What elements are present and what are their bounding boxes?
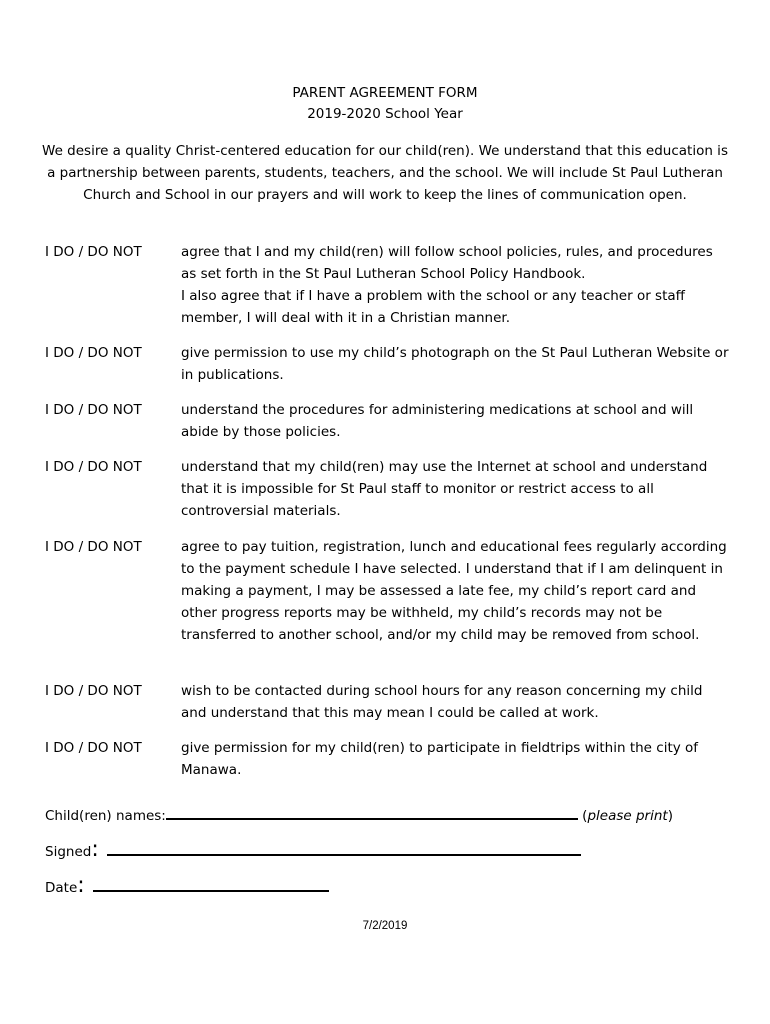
children-names-field [45,804,673,827]
form-title: PARENT AGREEMENT FORM [292,85,478,101]
please-print-close: ) [667,808,673,824]
choice-label[interactable]: I DO / DO NOT [45,740,142,756]
date-colon: : [77,873,85,898]
agreement-text-part: agree that I and my child(ren) will follow school policies, rules, and procedures as set forth in the St Paul Lutheran School Policy Handbook. [181,244,713,282]
school-year: 2019-2020 School Year [307,106,463,122]
date-field [45,873,329,899]
agreement-text-part: I also agree that if I have a problem with the school or any teacher or staff member, I will deal with it in a Christian manner. [181,288,685,326]
choice-label[interactable]: I DO / DO NOT [45,539,142,555]
choice-label[interactable]: I DO / DO NOT [45,683,142,699]
agreement-text: give permission to use my child’s photograph on the St Paul Lutheran Website or in publications. [181,345,729,383]
agreement-text: wish to be contacted during school hours for any reason concerning my child and understand that this may mean I could be called at work. [181,683,703,721]
date-label: Date [45,880,78,896]
children-names-label: Child(ren) names: [45,808,166,824]
agreement-text: give permission for my child(ren) to participate in fieldtrips within the city of Manawa. [181,740,699,778]
agreement-text [181,241,729,329]
please-print-text: please print [587,808,668,824]
choice-label[interactable]: I DO / DO NOT [45,459,142,475]
agreement-text: understand that my child(ren) may use the Internet at school and understand that it is impossible for St Paul staff to monitor or restrict access to all controversial materials. [181,459,708,519]
footer-date: 7/2/2019 [362,920,408,932]
intro-paragraph: We desire a quality Christ-centered education for our child(ren). We understand that this education is a partnership between parents, students, teachers, and the school. We will include St Paul Lutheran Church and School in our prayers and will work to keep the lines of communication open. [42,143,728,203]
agreement-text: understand the procedures for administering medications at school and will abide by those policies. [181,402,694,440]
please-print-open: ( [582,808,588,824]
agreement-text: agree to pay tuition, registration, lunch and educational fees regularly according to the payment schedule I have selected. I understand that if I am delinquent in making a payment, I may be assessed a late fee, my child’s report card and other progress reports may be withheld, my child’s records may not be transferred to another school, and/or my child may be removed from school. [181,539,727,643]
signed-label: Signed [45,844,92,860]
choice-label[interactable]: I DO / DO NOT [45,244,142,260]
signature-input[interactable] [107,840,581,856]
children-names-input[interactable] [166,804,578,820]
signed-colon: : [91,837,99,862]
choice-label[interactable]: I DO / DO NOT [45,345,142,361]
date-input[interactable] [93,876,329,892]
signature-field [45,837,581,863]
choice-label[interactable]: I DO / DO NOT [45,402,142,418]
please-print-note [582,808,673,824]
